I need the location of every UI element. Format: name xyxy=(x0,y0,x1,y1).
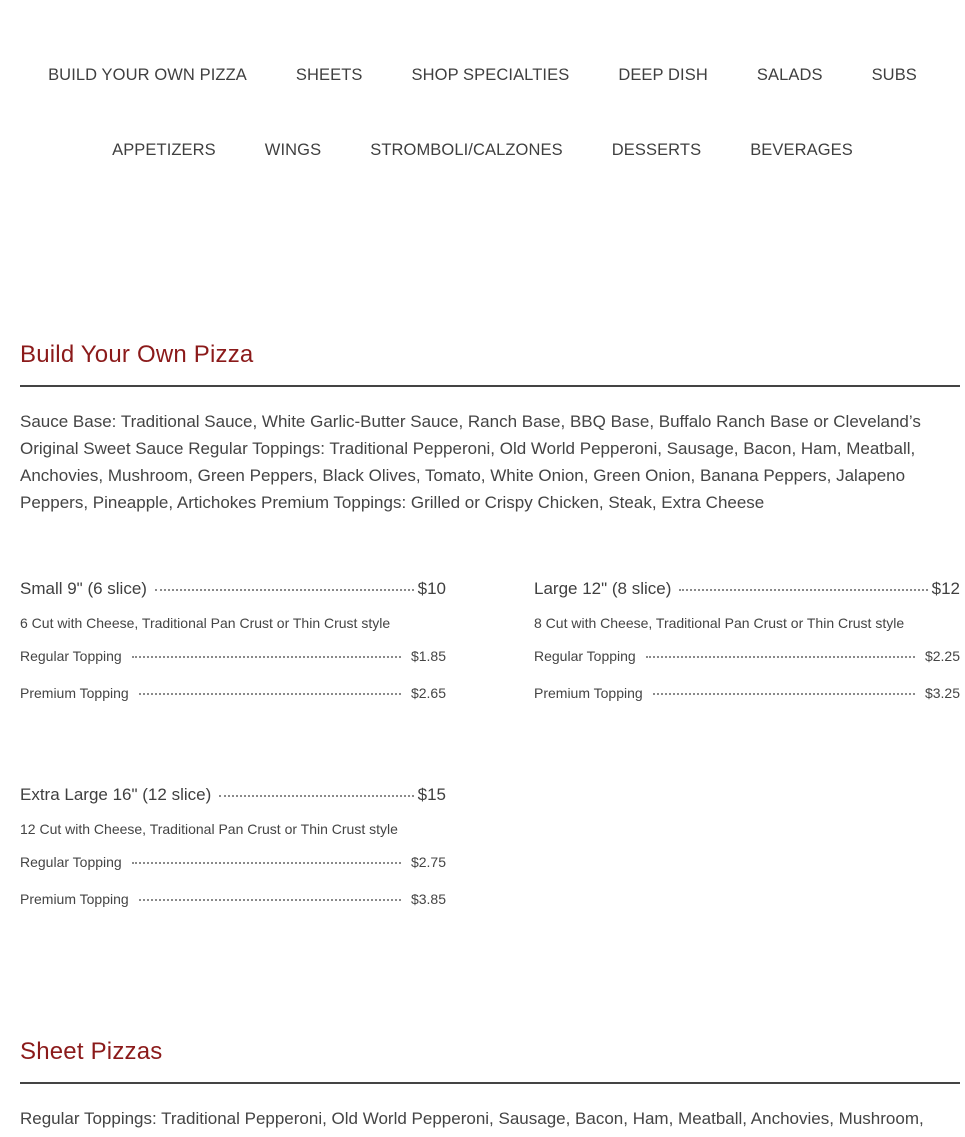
dot-leader xyxy=(132,656,401,658)
dot-leader xyxy=(653,693,915,695)
nav-deep-dish[interactable]: DEEP DISH xyxy=(618,66,708,84)
nav-build-your-own-pizza[interactable]: BUILD YOUR OWN PIZZA xyxy=(48,66,247,84)
nav-desserts[interactable]: DESSERTS xyxy=(611,141,702,159)
item-name: Small 9" (6 slice) xyxy=(20,579,147,598)
menu-item-large xyxy=(534,579,960,705)
item-name: Large 12" (8 slice) xyxy=(534,579,672,598)
nav-sheets[interactable]: SHEETS xyxy=(295,66,363,84)
category-nav-row-1 xyxy=(0,66,965,85)
option-price: $3.25 xyxy=(924,685,960,701)
item-header xyxy=(534,579,960,603)
item-description: 6 Cut with Cheese, Traditional Pan Crust or Thin Crust style xyxy=(20,615,391,631)
item-description: 8 Cut with Cheese, Traditional Pan Crust or Thin Crust style xyxy=(534,615,905,631)
option-name: Regular Topping xyxy=(20,648,122,664)
item-header xyxy=(20,785,446,809)
sheet-pizzas-section xyxy=(20,1038,960,1132)
menu-item-extra-large xyxy=(20,785,446,911)
dot-leader xyxy=(139,693,401,695)
dot-leader xyxy=(132,862,401,864)
nav-wings[interactable]: WINGS xyxy=(264,141,322,159)
dot-leader xyxy=(646,656,915,658)
item-description: 12 Cut with Cheese, Traditional Pan Crust or Thin Crust style xyxy=(20,821,398,837)
section-title: Sheet Pizzas xyxy=(20,1038,163,1065)
section-description: Sauce Base: Traditional Sauce, White Garlic-Butter Sauce, Ranch Base, BBQ Base, Buffalo Ranch Base or Cleveland’s Original Sweet Sauce Regular Toppings: Traditional Pepperoni, Old World Pepperoni, Sausage, Bacon, Ham, Meatball, Anchovies, Mushroom, Green Peppers, Black Olives, Tomato, White Onion, Green Onion, Banana Peppers, Jalapeno Peppers, Pineapple, Artichokes Premium Toppings: Grilled or Crispy Chicken, Steak, Extra Cheese xyxy=(20,412,921,512)
option-name: Regular Topping xyxy=(534,648,636,664)
build-your-own-pizza-section xyxy=(20,341,960,516)
dot-leader xyxy=(155,589,414,591)
option-regular-topping xyxy=(534,648,960,668)
section-divider xyxy=(20,385,960,387)
item-price: $10 xyxy=(417,579,446,598)
item-header xyxy=(20,579,446,603)
option-name: Premium Topping xyxy=(20,685,129,701)
section-title: Build Your Own Pizza xyxy=(20,341,254,368)
option-price: $2.75 xyxy=(410,854,446,870)
nav-stromboli-calzones[interactable]: STROMBOLI/CALZONES xyxy=(370,141,563,159)
section-divider xyxy=(20,1082,960,1084)
option-name: Premium Topping xyxy=(534,685,643,701)
dot-leader xyxy=(679,589,927,591)
nav-appetizers[interactable]: APPETIZERS xyxy=(112,141,216,159)
section-description: Regular Toppings: Traditional Pepperoni, Old World Pepperoni, Sausage, Bacon, Ham, Meatball, Anchovies, Mushroom, xyxy=(20,1109,924,1128)
item-price: $12 xyxy=(931,579,960,598)
dot-leader xyxy=(139,899,401,901)
option-regular-topping xyxy=(20,854,446,874)
option-price: $2.25 xyxy=(924,648,960,664)
option-name: Regular Topping xyxy=(20,854,122,870)
option-name: Premium Topping xyxy=(20,891,129,907)
category-nav-row-2 xyxy=(0,141,965,160)
item-name: Extra Large 16" (12 slice) xyxy=(20,785,212,804)
option-regular-topping xyxy=(20,648,446,668)
option-premium-topping xyxy=(20,685,446,705)
nav-beverages[interactable]: BEVERAGES xyxy=(750,141,853,159)
menu-item-small xyxy=(20,579,446,705)
option-price: $2.65 xyxy=(410,685,446,701)
option-price: $3.85 xyxy=(410,891,446,907)
option-price: $1.85 xyxy=(410,648,446,664)
nav-subs[interactable]: SUBS xyxy=(871,66,917,84)
nav-salads[interactable]: SALADS xyxy=(756,66,823,84)
option-premium-topping xyxy=(20,891,446,911)
option-premium-topping xyxy=(534,685,960,705)
item-price: $15 xyxy=(417,785,446,804)
nav-shop-specialties[interactable]: SHOP SPECIALTIES xyxy=(411,66,570,84)
dot-leader xyxy=(219,795,413,797)
